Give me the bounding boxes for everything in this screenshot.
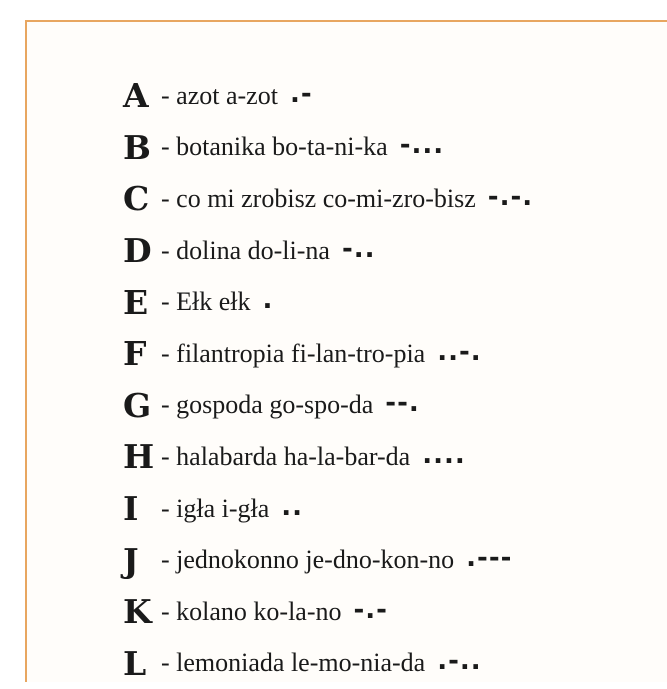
list-item <box>123 122 533 174</box>
row-morse-code: . <box>262 285 274 316</box>
row-mnemonic: - botanika bo-ta-ni-ka <box>161 132 388 162</box>
row-mnemonic: - co mi zrobisz co-mi-zro-bisz <box>161 183 476 213</box>
list-item <box>123 225 533 277</box>
row-morse-code: .... <box>422 439 466 470</box>
row-morse-code: .-.. <box>437 646 482 677</box>
list-item <box>123 173 533 225</box>
row-mnemonic: - igła i-gła <box>161 493 270 523</box>
list-item <box>123 483 533 535</box>
row-morse-code: .. <box>281 491 304 522</box>
list-item <box>123 586 533 638</box>
row-letter: A <box>123 76 148 116</box>
row-morse-code: ..-. <box>437 336 482 367</box>
row-letter: C <box>123 179 149 219</box>
row-letter: I <box>123 489 138 529</box>
row-letter: J <box>123 540 138 580</box>
row-letter: H <box>123 437 154 477</box>
list-item <box>123 380 533 432</box>
row-morse-code: -.. <box>341 233 376 264</box>
row-morse-code: -... <box>399 130 445 161</box>
morse-mnemonic-list <box>123 70 533 689</box>
list-item <box>123 534 533 586</box>
row-letter: D <box>123 231 151 271</box>
row-mnemonic: - jednokonno je-dno-kon-no <box>161 545 455 575</box>
list-item <box>123 70 533 122</box>
row-morse-code: -.-. <box>487 181 534 212</box>
row-mnemonic: - kolano ko-la-no <box>161 596 342 626</box>
row-morse-code: .- <box>289 78 313 109</box>
list-item <box>123 328 533 380</box>
row-letter: F <box>123 334 146 374</box>
row-letter: E <box>123 282 148 322</box>
row-letter: G <box>123 385 151 425</box>
row-mnemonic: - Ełk ełk <box>161 287 251 317</box>
row-mnemonic: - filantropia fi-lan-tro-pia <box>161 338 426 368</box>
row-letter: B <box>123 127 150 167</box>
row-mnemonic: - lemoniada le-mo-nia-da <box>161 648 426 678</box>
row-letter: L <box>123 643 146 683</box>
row-morse-code: -.- <box>353 594 388 625</box>
row-letter: K <box>123 592 151 632</box>
row-mnemonic: - dolina do-li-na <box>161 235 330 265</box>
row-mnemonic: - halabarda ha-la-bar-da <box>161 441 411 471</box>
list-item <box>123 276 533 328</box>
list-item <box>123 638 533 689</box>
list-item <box>123 431 533 483</box>
row-morse-code: .--- <box>466 543 513 574</box>
row-morse-code: --. <box>385 388 420 419</box>
row-mnemonic: - gospoda go-spo-da <box>161 390 374 420</box>
row-mnemonic: - azot a-zot <box>161 80 278 110</box>
